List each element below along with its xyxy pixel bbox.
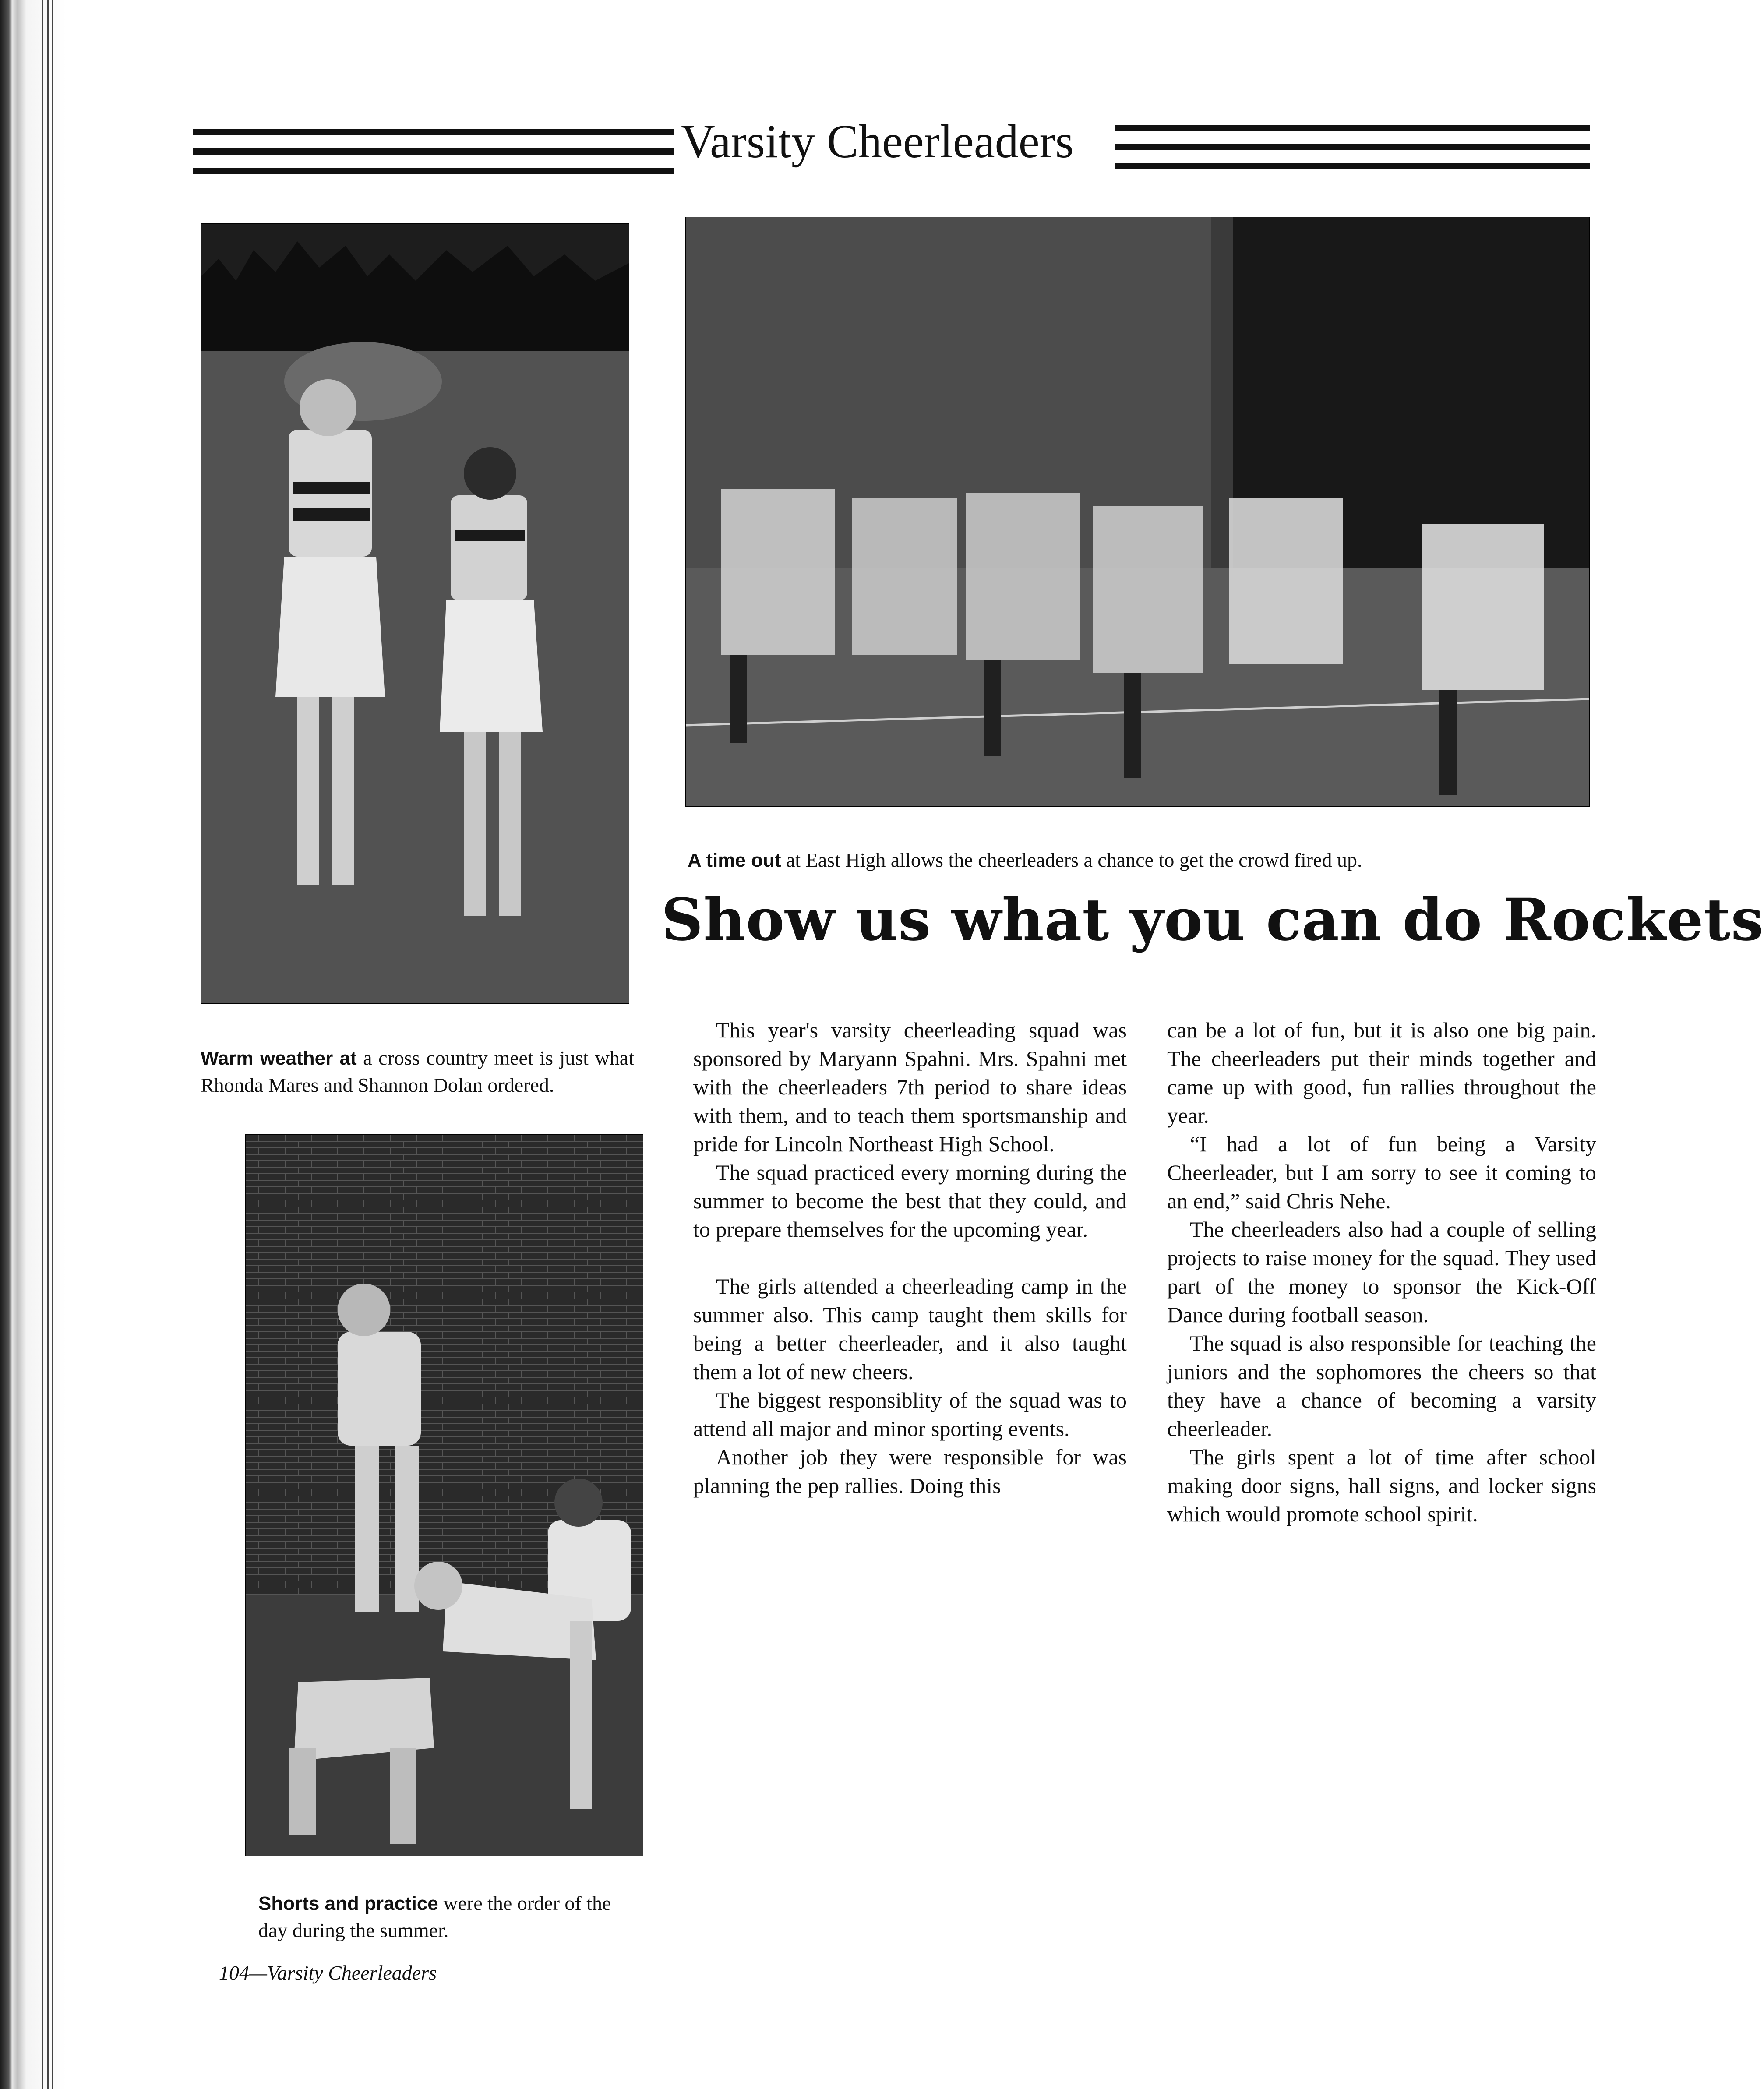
caption-practice: [258, 1890, 644, 1944]
photo-gym: [685, 217, 1590, 807]
caption-lead: Warm weather at: [201, 1048, 357, 1069]
caption-text: at East High allows the cheerleaders a chance to get the crowd fired up.: [781, 849, 1362, 871]
paragraph: The girls spent a lot of time after school making door signs, hall signs, and locker signs which would promote school spirit.: [1167, 1445, 1596, 1526]
header-rule-left: [193, 129, 674, 189]
photo-cross-country: [201, 223, 629, 1004]
paragraph: can be a lot of fun, but it is also one big pain. The cheerleaders put their minds together and came up with good, fun rallies throughout the year.: [1167, 1018, 1596, 1128]
article-column-2: [1167, 1016, 1596, 1528]
paragraph: The girls attended a cheerleading camp in the summer also. This camp taught them skills for being a better cheerleader, and it also taught them a lot of new cheers.: [693, 1274, 1127, 1384]
caption-lead: Shorts and practice: [258, 1893, 438, 1914]
page-title: Varsity Cheerleaders: [681, 116, 1074, 168]
page-binding: [0, 0, 66, 2089]
page-folio: 104—Varsity Cheerleaders: [219, 1962, 437, 1984]
paragraph: The biggest responsiblity of the squad was to attend all major and minor sporting events.: [693, 1388, 1127, 1441]
caption-text: were the order of the day during the summer.: [258, 1892, 611, 1941]
article-headline: Show us what you can do Rockets: [661, 886, 1764, 954]
paragraph: Another job they were responsible for was planning the pep rallies. Doing this: [693, 1445, 1127, 1498]
article-column-1: [693, 1016, 1127, 1500]
paragraph: “I had a lot of fun being a Varsity Cheerleader, but I am sorry to see it coming to an end,” said Chris Nehe.: [1167, 1132, 1596, 1213]
paragraph: The cheerleaders also had a couple of selling projects to raise money for the squad. They used part of the money to sponsor the Kick-Off Dance during football season.: [1167, 1217, 1596, 1327]
paragraph: The squad practiced every morning during the summer to become the best that they could, and to prepare themselves for the upcoming year.: [693, 1160, 1127, 1242]
photo-practice: [245, 1134, 643, 1856]
caption-lead: A time out: [688, 850, 781, 871]
caption-gym: [688, 847, 1594, 874]
paragraph: This year's varsity cheerleading squad was sponsored by Maryann Spahni. Mrs. Spahni met with the cheerleaders 7th period to share ideas with them, and to teach them sportsmanship and pride for Lincoln Northeast High School.: [693, 1018, 1127, 1156]
header-rule-right: [1115, 125, 1590, 184]
paragraph: The squad is also responsible for teaching the juniors and the sophomores the cheers so that they have a chance of becoming a varsity cheerleader.: [1167, 1331, 1596, 1441]
caption-text: a cross country meet is just what Rhonda Mares and Shannon Dolan ordered.: [201, 1047, 634, 1096]
caption-cross-country: [201, 1044, 634, 1098]
